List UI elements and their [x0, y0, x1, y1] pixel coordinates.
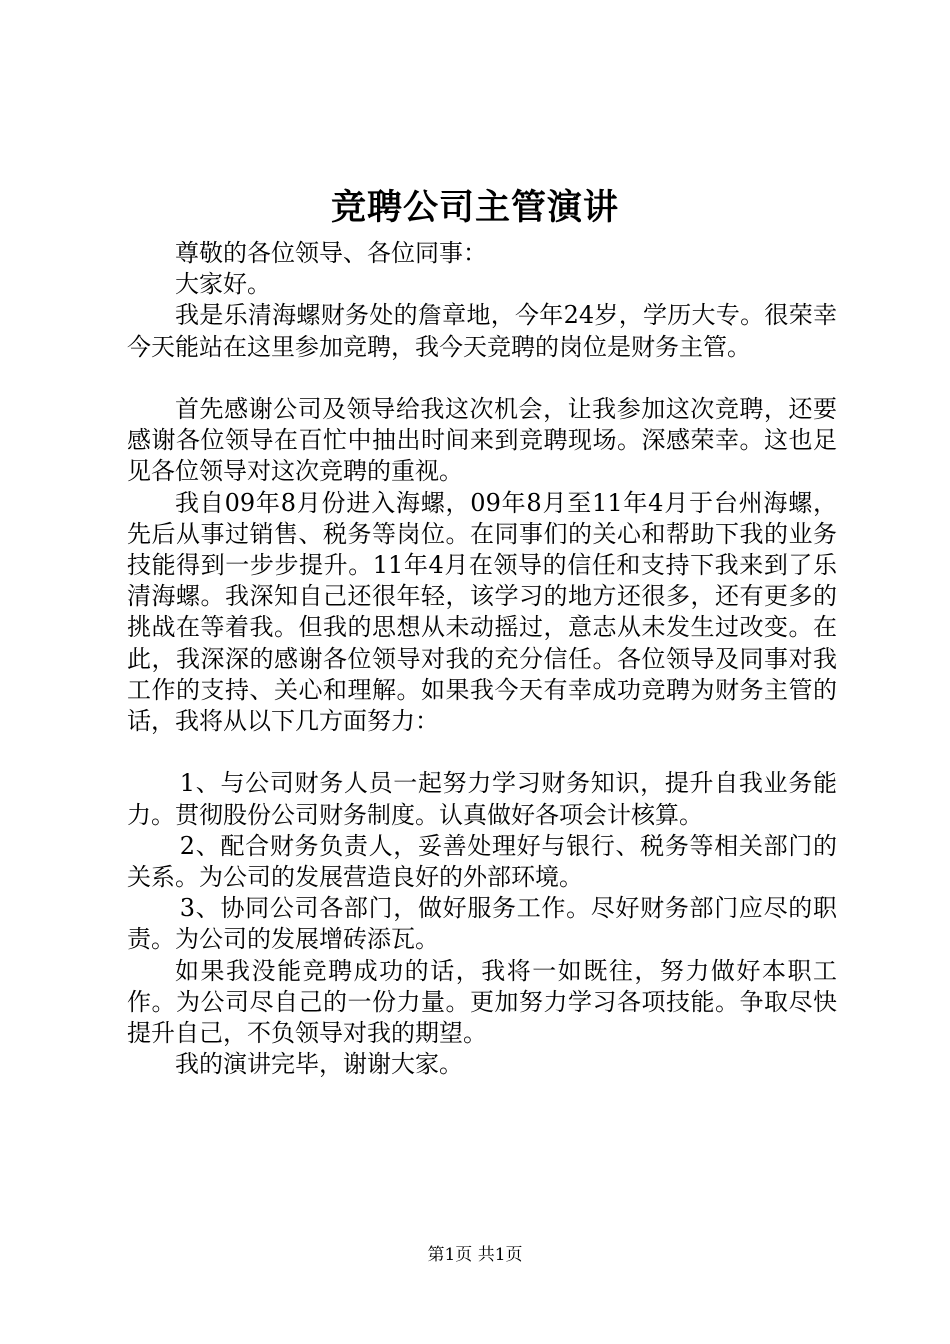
list-item-1: 1、与公司财务人员一起努力学习财务知识，提升自我业务能力。贯彻股份公司财务制度。认真做好各项会计核算。: [127, 769, 837, 829]
document-title: 竞聘公司主管演讲: [330, 187, 619, 228]
paragraph-fallback: 如果我没能竞聘成功的话，我将一如既往，努力做好本职工作。为公司尽自己的一份力量。更加努力学习各项技能。争取尽快提升自己，不负领导对我的期望。: [127, 956, 837, 1048]
paragraph-experience: 我自09年8月份进入海螺，09年8月至11年4月于台州海螺，先后从事过销售、税务等岗位。在同事们的关心和帮助下我的业务技能得到一步步提升。11年4月在领导的信任和支持下我来到了乐清海螺。我深知自己还很年轻，该学习的地方还很多，还有更多的挑战在等着我。但我的思想从未动摇过，意志从未发生过改变。在此，我深深的感谢各位领导对我的充分信任。各位领导及同事对我工作的支持、关心和理解。如果我今天有幸成功竞聘为财务主管的话，我将从以下几方面努力：: [127, 488, 837, 736]
paragraph-closing: 我的演讲完毕，谢谢大家。: [175, 1050, 463, 1079]
paragraph-introduction: 我是乐清海螺财务处的詹章地，今年24岁，学历大专。很荣幸今天能站在这里参加竞聘，我今天竞聘的岗位是财务主管。: [127, 301, 837, 361]
list-item-3: 3、协同公司各部门，做好服务工作。尽好财务部门应尽的职责。为公司的发展增砖添瓦。: [127, 894, 837, 954]
salutation: 尊敬的各位领导、各位同事：: [175, 239, 487, 267]
document-body: [127, 238, 837, 1080]
greeting: 大家好。: [175, 270, 271, 299]
page-footer: 第1页 共1页: [427, 1245, 523, 1265]
list-item-2: 2、配合财务负责人，妥善处理好与银行、税务等相关部门的关系。为公司的发展营造良好的外部环境。: [127, 831, 837, 892]
paragraph-thanks: 首先感谢公司及领导给我这次机会，让我参加这次竞聘，还要感谢各位领导在百忙中抽出时间来到竞聘现场。深感荣幸。这也足见各位领导对这次竞聘的重视。: [127, 395, 837, 486]
